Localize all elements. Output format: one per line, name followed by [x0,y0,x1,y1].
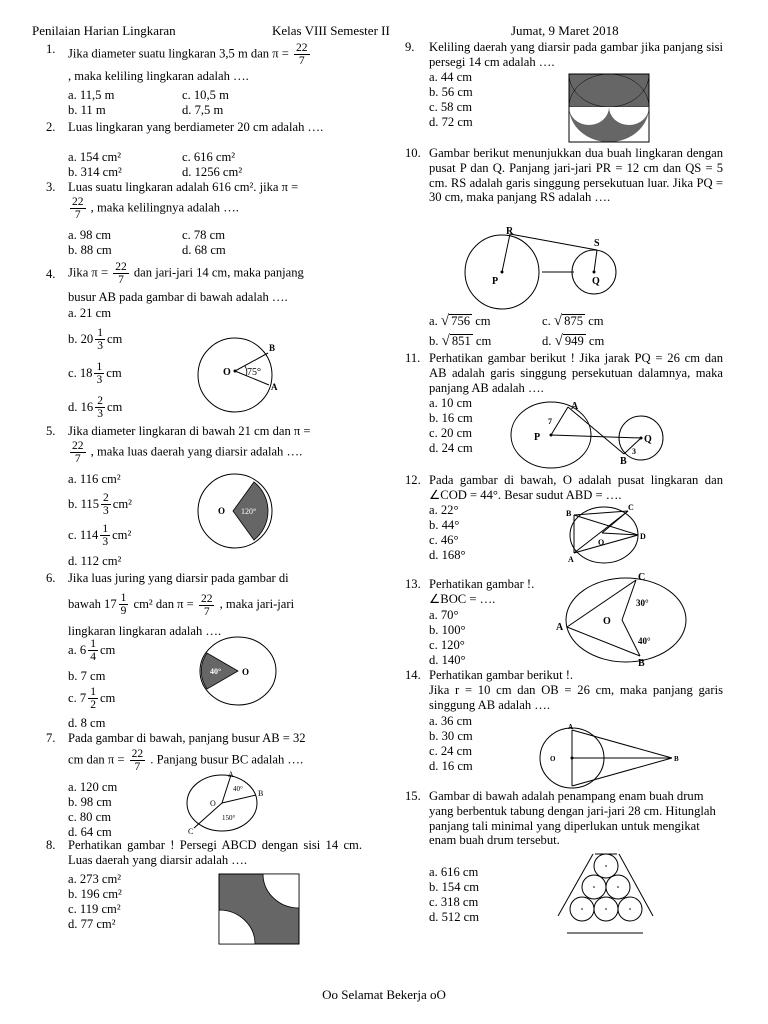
label-o: O [223,367,231,378]
question-text-cont: ∠BOC = …. [429,591,496,606]
figure-q15-drums [555,852,655,934]
label-q: Q [644,434,652,445]
question-number: 6. [46,571,56,585]
option-c[interactable]: c. 119 cm² [68,902,121,916]
option-c[interactable]: c. 114 $\frac{1}{3}$ cm² [68,523,132,548]
question-text-cont: Jika r = 10 cm dan OB = 26 cm, maka panjang garis singgung AB adalah …. [429,682,723,712]
figure-q6-circle [198,636,278,708]
label-a: A [568,723,574,731]
option-c[interactable]: c. √ 875 cm [542,313,604,329]
question-6: 6. Jika luas juring yang diarsir pada gambar di bawah 17 $\frac{1}{9}$ cm² dan π = $\frac{22}{7}$ , maka jari-jari lingkaran lingkaran adalah …. a. 6 $\frac{1}{4}$ cm b. 7 cm c. 7 $\frac{1}{2}$ cm d. 8 cm [46,571,362,638]
option-b[interactable]: b. 100° [429,623,466,637]
footer: Oo Selamat Bekerja oO [322,987,446,1002]
option-c[interactable]: c. 58 cm [429,100,473,114]
label-angle1: 40° [233,785,243,793]
option-c[interactable]: c. 318 cm [429,895,479,909]
label-q: Q [592,276,600,287]
question-10 [405,146,723,349]
question-text: Perhatikan gambar ! Persegi ABCD dengan sisi 14 cm. Luas daerah yang diarsir adalah …. [68,838,362,867]
option-c[interactable]: c. 120° [429,638,465,652]
label-p: P [492,276,499,287]
question-12 [405,473,723,562]
label-a: A [568,555,574,564]
option-c[interactable]: c. 616 cm² [182,150,236,164]
label-b: B [258,789,264,798]
option-b[interactable]: b. 20 $\frac{1}{3}$ cm [68,327,123,352]
label-p: P [534,432,541,443]
option-a[interactable]: a. 120 cm [68,780,118,794]
question-text-cont: lingkaran lingkaran adalah …. [68,623,222,638]
option-a[interactable]: a. 21 cm [68,306,112,320]
option-b[interactable]: b. 30 cm [429,729,473,743]
label-o: O [210,799,216,808]
option-b[interactable]: b. 314 cm² [68,165,122,179]
question-8 [46,838,362,931]
question-number: 4. [46,267,56,281]
option-a[interactable]: a. 116 cm² [68,472,121,486]
option-a[interactable]: a. 70° [429,608,459,622]
question-number: 14. [405,668,421,682]
question-9 [405,40,723,129]
question-text: Gambar di bawah adalah penampang enam buah drum yang berbentuk tabung dengan jari-jari 28 cm. Hitunglah panjang tali minimal yang diperlukan untuk mengikat enam buah drum tersebut. [429,789,716,848]
option-b[interactable]: b. 56 cm [429,85,473,99]
option-b[interactable]: b. √ 851 cm [429,333,492,349]
label-r1: 7 [548,417,552,426]
option-d[interactable]: d. 1256 cm² [182,165,243,179]
question-text: Luas lingkaran yang berdiameter 20 cm adalah …. [68,120,324,134]
header-right: Jumat, 9 Maret 2018 [511,23,619,38]
figure-q13-circle [552,572,692,668]
question-number: 11. [405,351,421,365]
question-text-cont: busur AB pada gambar di bawah adalah …. [68,290,288,304]
option-c[interactable]: c. 46° [429,533,459,547]
label-angle: 120° [241,507,257,516]
question-text: Keliling daerah yang diarsir pada gambar jika panjang sisi persegi 14 cm adalah …. [429,40,723,69]
option-c[interactable]: c. 10,5 m [182,88,229,102]
label-angle1: 30° [636,598,649,608]
option-a[interactable]: a. 22° [429,503,459,517]
label-o: O [598,538,605,547]
question-text: Luas suatu lingkaran adalah 616 cm². jika π = [68,180,299,194]
option-d[interactable]: d. 168° [429,548,466,562]
question-number: 10. [405,146,421,160]
option-a[interactable]: a. 11,5 m [68,88,115,102]
option-b[interactable]: b. 44° [429,518,460,532]
question-text-cont: dan jari-jari 14 cm, maka panjang [133,265,304,280]
question-text: Jika luas juring yang diarsir pada gambar di [68,571,289,585]
option-b[interactable]: b. 16 cm [429,411,473,425]
label-a: A [571,401,579,412]
question-number: 9. [405,40,415,54]
figure-q14-circle [532,724,682,792]
question-text: Perhatikan gambar !. [429,577,535,591]
question-number: 1. [46,42,56,56]
option-d[interactable]: d. 512 cm [429,910,480,924]
option-b[interactable]: b. 196 cm² [68,887,122,901]
question-14 [405,668,723,773]
question-number: 2. [46,120,56,134]
fraction: $\frac{22}{7}$ [72,195,84,221]
label-angle: 75° [247,367,261,378]
option-d[interactable]: d. 72 cm [429,115,473,129]
label-angle2: 40° [638,636,651,646]
option-d[interactable]: d. 68 cm [182,243,226,257]
question-number: 7. [46,731,56,745]
question-7: 7. Pada gambar di bawah, panjang busur AB = 32 cm dan π = $\frac{22}{7}$ . Panjang busur BC adalah …. a. 120 cm b. 98 cm c. 80 cm d. 64 cm [46,731,362,773]
label-o: O [550,755,556,763]
question-text: Pada gambar di bawah, O adalah pusat lingkaran dan ∠COD = 44°. Besar sudut ABD = …. [429,473,723,502]
option-c[interactable]: c. 78 cm [182,228,226,242]
figure-q12-circle [566,503,648,565]
option-b[interactable]: b. 11 m [68,103,106,117]
figure-q8-square [218,873,300,945]
option-a[interactable]: a. 36 cm [429,714,473,728]
header-left: Penilaian Harian Lingkaran [32,23,176,38]
label-s: S [594,238,600,249]
label-angle: 40° [210,667,222,676]
label-r: R [506,226,514,237]
figure-q7-circle [182,770,264,836]
option-c[interactable]: c. 7 $\frac{1}{2}$ cm [68,686,116,711]
question-11 [405,351,723,455]
figure-q5-circle [195,472,277,554]
option-d[interactable]: d. 112 cm² [68,554,122,568]
option-d[interactable]: d. 64 cm [68,825,112,839]
option-a[interactable]: a. 10 cm [429,396,473,410]
label-c: C [638,572,646,583]
label-b: B [674,755,679,763]
option-d[interactable]: d. 77 cm² [68,917,116,931]
question-text: Perhatikan gambar berikut ! Jika jarak PQ = 26 cm dan AB adalah garis singgung persekutuan dalamnya, maka panjang AB adalah …. [429,351,723,395]
option-a[interactable]: a. 616 cm [429,865,479,879]
label-a: A [228,770,234,779]
question-text: Perhatikan gambar berikut !. [429,668,574,682]
question-text-cont: , maka keliling lingkaran adalah …. [68,69,249,83]
label-b: B [620,456,627,467]
question-text: Gambar berikut menunjukkan dua buah lingkaran dengan pusat P dan Q. Panjang jari-jari PR = 12 cm dan QS = 5 cm. RS adalah garis singgung persekutuan luar. Jika PQ = 30 cm, maka panjang RS adalah …. [429,146,723,205]
question-text: Pada gambar di bawah, panjang busur AB = 32 [68,731,306,745]
label-o: O [242,667,250,677]
option-a[interactable]: a. 6 $\frac{1}{4}$ cm [68,638,116,663]
question-text-cont: , maka luas daerah yang diarsir adalah …. [90,444,303,459]
option-a[interactable]: a. 44 cm [429,70,473,84]
option-c[interactable]: c. 24 cm [429,744,473,758]
label-angle2: 150° [222,814,236,822]
label-b: B [566,509,572,518]
option-d[interactable]: d. 140° [429,653,466,667]
option-c[interactable]: c. 18 $\frac{1}{3}$ cm [68,361,122,386]
label-b: B [638,658,645,669]
question-1 [46,42,362,117]
question-2 [46,120,362,179]
option-b[interactable]: b. 154 cm [429,880,480,894]
question-number: 13. [405,577,421,591]
question-15 [405,789,723,924]
option-a[interactable]: a. 154 cm² [68,150,122,164]
question-number: 5. [46,424,56,438]
label-a: A [271,382,278,392]
option-a[interactable]: a. 98 cm [68,228,112,242]
figure-q4-circle [195,335,277,417]
label-o: O [603,616,611,627]
label-c: C [628,503,634,512]
option-d[interactable]: d. √ 949 cm [542,333,605,349]
option-b[interactable]: b. 7 cm [68,669,106,683]
figure-q10-circles [462,224,622,314]
question-text: Jika diameter suatu lingkaran 3,5 m dan π = [68,46,289,61]
option-c[interactable]: c. 80 cm [68,810,112,824]
label-o: O [218,506,226,516]
question-3 [46,180,362,257]
question-text: Jika diameter lingkaran di bawah 21 cm dan π = [68,424,311,438]
option-a[interactable]: a. 273 cm² [68,872,122,886]
label-d: D [640,532,646,541]
option-d[interactable]: d. 16 cm [429,759,473,773]
option-d[interactable]: d. 16 $\frac{2}{3}$ cm [68,395,123,420]
question-text: Jika π = [68,265,109,280]
option-d[interactable]: d. 24 cm [429,441,473,455]
fraction: $\frac{22}{7}$ [296,42,308,67]
option-d[interactable]: d. 8 cm [68,716,106,730]
label-r2: 3 [632,447,636,456]
question-text-cont: , maka kelilingnya adalah …. [90,200,239,215]
option-b[interactable]: b. 98 cm [68,795,112,809]
question-number: 15. [405,789,421,803]
figure-q11-circles [508,398,678,468]
option-b[interactable]: b. 115 $\frac{2}{3}$ cm² [68,492,132,517]
fraction: $\frac{22}{7}$ [115,261,127,286]
question-number: 12. [405,473,421,487]
label-b: B [269,343,276,353]
option-d[interactable]: d. 7,5 m [182,103,224,117]
label-c: C [188,827,194,836]
figure-q9-square [568,73,650,143]
option-b[interactable]: b. 88 cm [68,243,112,257]
header-center: Kelas VIII Semester II [272,23,390,38]
label-a: A [556,622,564,633]
fraction: $\frac{22}{7}$ [72,439,84,465]
option-a[interactable]: a. √ 756 cm [429,313,491,329]
question-number: 8. [46,838,56,852]
option-c[interactable]: c. 20 cm [429,426,473,440]
question-number: 3. [46,180,56,194]
